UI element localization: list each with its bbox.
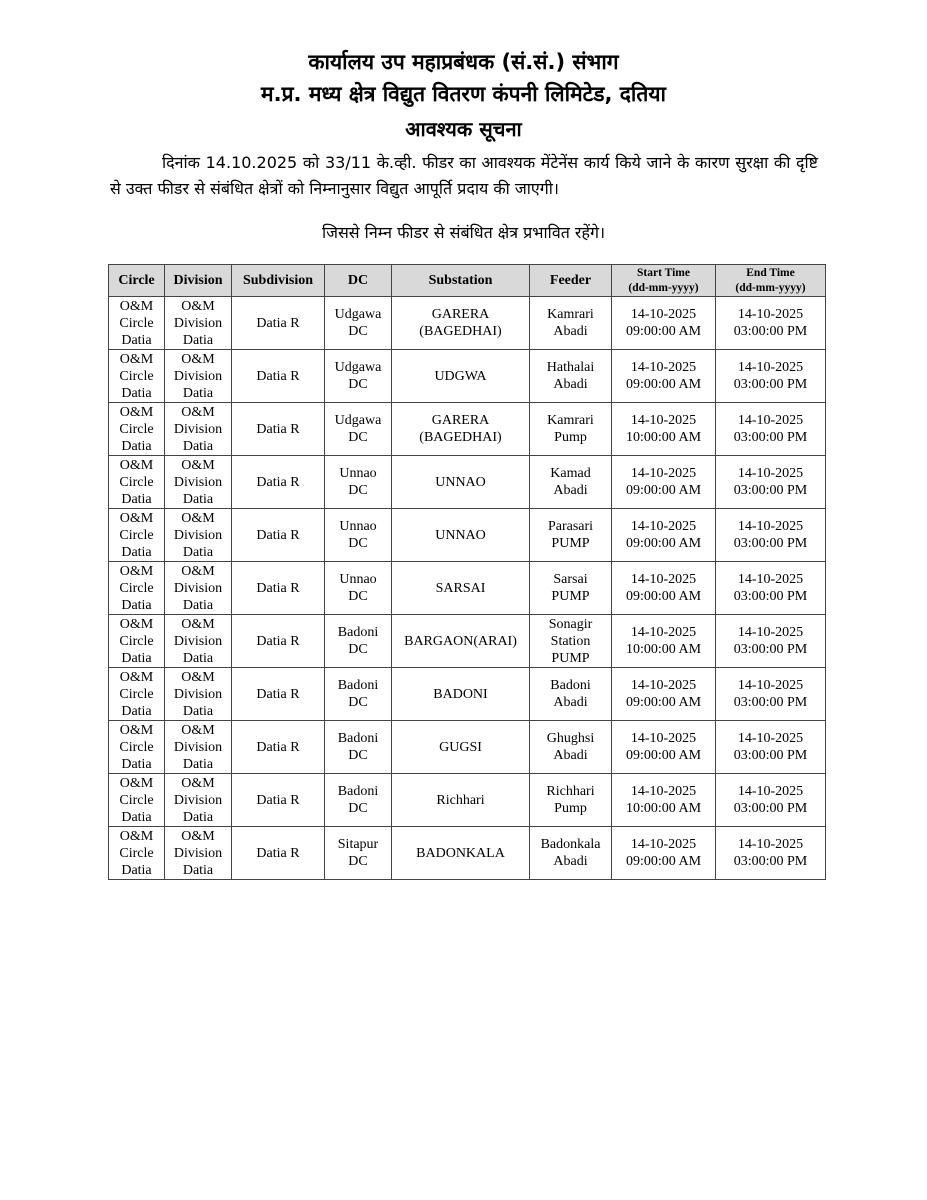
cell-text: Datia	[121, 597, 152, 613]
cell-division	[165, 774, 232, 827]
table-header-row	[109, 265, 826, 297]
affected-areas-line: जिससे निम्न फीडर से संबंधित क्षेत्र प्रभावित रहेंगे।	[321, 223, 606, 242]
column-header-circle: Circle	[109, 265, 165, 297]
notice-paragraph: दिनांक 14.10.2025 को 33/11 के.व्ही. फीडर का आवश्यक मेंटेनेंस कार्य किये जाने के कारण सुरक्षा की दृष्टि से उक्त फीडर से संबंधित क्षेत्रों को निम्नानुसार विद्युत आपूर्ति प्रदाय की जाएगी।	[110, 153, 818, 198]
cell-circle	[109, 668, 165, 721]
cell-substation	[392, 456, 530, 509]
table-row	[109, 827, 826, 880]
cell-text: 03:00:00 PM	[733, 483, 808, 498]
cell-text: DC	[348, 801, 368, 816]
cell-division	[165, 350, 232, 403]
cell-text: SARSAI	[435, 580, 486, 596]
cell-text: 14-10-2025	[630, 784, 697, 799]
cell-text: GARERA	[431, 413, 490, 428]
cell-text: 03:00:00 PM	[733, 536, 808, 551]
cell-text: DC	[348, 695, 368, 710]
cell-circle	[109, 403, 165, 456]
cell-text: Sitapur	[337, 837, 379, 852]
cell-division	[165, 615, 232, 668]
cell-text: BADONKALA	[416, 845, 505, 861]
cell-text: Pump	[554, 801, 587, 816]
end-time-format: (dd-mm-yyyy)	[735, 281, 806, 294]
outage-schedule-table	[108, 264, 826, 880]
cell-end	[716, 562, 826, 615]
cell-text: O&M	[181, 669, 215, 685]
cell-substation	[392, 297, 530, 350]
cell-text: PUMP	[551, 589, 590, 604]
cell-text: Udgawa	[334, 360, 382, 375]
start-time-label: Start Time	[637, 266, 690, 279]
cell-division	[165, 668, 232, 721]
cell-text: Abadi	[553, 854, 588, 869]
cell-subdivision	[232, 562, 325, 615]
cell-subdivision	[232, 668, 325, 721]
cell-text: O&M	[181, 616, 215, 632]
cell-circle	[109, 827, 165, 880]
cell-text: 14-10-2025	[737, 837, 804, 852]
cell-text: O&M	[119, 404, 154, 420]
cell-end	[716, 456, 826, 509]
cell-text: 09:00:00 AM	[625, 589, 702, 604]
cell-text: Circle	[119, 633, 154, 649]
cell-text: Division	[173, 527, 223, 543]
cell-feeder	[530, 350, 612, 403]
cell-text: Datia	[121, 332, 152, 348]
cell-end	[716, 297, 826, 350]
cell-text: Abadi	[553, 377, 588, 392]
cell-text: PUMP	[551, 536, 590, 551]
cell-start	[612, 668, 716, 721]
cell-subdivision	[232, 774, 325, 827]
cell-end	[716, 774, 826, 827]
cell-text: Circle	[119, 527, 154, 543]
cell-substation	[392, 668, 530, 721]
cell-text: Datia	[182, 332, 214, 348]
cell-text: Datia	[121, 862, 152, 878]
cell-text: O&M	[119, 775, 154, 791]
cell-text: O&M	[119, 510, 154, 526]
cell-feeder	[530, 827, 612, 880]
cell-text: O&M	[181, 457, 215, 473]
cell-text: 03:00:00 PM	[733, 801, 808, 816]
cell-circle	[109, 615, 165, 668]
cell-text: O&M	[119, 828, 154, 844]
cell-division	[165, 509, 232, 562]
cell-text: DC	[348, 589, 368, 604]
cell-text: Datia R	[256, 315, 300, 331]
column-header-feeder: Feeder	[530, 265, 612, 297]
cell-end	[716, 615, 826, 668]
cell-text: 03:00:00 PM	[733, 748, 808, 763]
cell-text: Datia	[182, 438, 214, 454]
cell-start	[612, 456, 716, 509]
cell-text: Datia R	[256, 527, 300, 543]
cell-text: Kamrari	[547, 413, 594, 428]
table-row	[109, 297, 826, 350]
cell-text: Datia	[182, 544, 214, 560]
cell-text: GARERA	[431, 307, 490, 322]
cell-circle	[109, 350, 165, 403]
cell-subdivision	[232, 403, 325, 456]
cell-text: Datia	[182, 385, 214, 401]
cell-text: Circle	[119, 845, 154, 861]
cell-feeder	[530, 615, 612, 668]
cell-division	[165, 721, 232, 774]
cell-text: 10:00:00 AM	[625, 801, 702, 816]
cell-text: Datia	[182, 597, 214, 613]
cell-text: O&M	[181, 404, 215, 420]
cell-text: Parasari	[547, 519, 594, 534]
office-title: कार्यालय उप महाप्रबंधक (सं.सं.) संभाग	[308, 50, 619, 74]
cell-text: Datia R	[256, 739, 300, 755]
end-time-label: End Time	[746, 266, 795, 279]
cell-text: 14-10-2025	[737, 466, 804, 481]
cell-text: Division	[173, 474, 223, 490]
table-row	[109, 615, 826, 668]
cell-text: Circle	[119, 792, 154, 808]
cell-substation	[392, 509, 530, 562]
cell-text: Pump	[554, 430, 587, 445]
cell-text: Sarsai	[553, 572, 588, 587]
cell-division	[165, 827, 232, 880]
cell-subdivision	[232, 350, 325, 403]
cell-feeder	[530, 774, 612, 827]
cell-text: Datia	[182, 756, 214, 772]
cell-text: Datia	[121, 756, 152, 772]
cell-text: Sonagir	[548, 616, 593, 632]
cell-text: Division	[173, 792, 223, 808]
cell-text: Datia R	[256, 633, 300, 649]
cell-subdivision	[232, 615, 325, 668]
cell-text: PUMP	[551, 650, 590, 666]
cell-text: Hathalai	[546, 360, 595, 375]
cell-text: Richhari	[436, 792, 485, 808]
cell-text: Division	[173, 739, 223, 755]
cell-text: DC	[348, 324, 368, 339]
cell-text: O&M	[119, 457, 154, 473]
cell-substation	[392, 721, 530, 774]
table-row	[109, 774, 826, 827]
cell-circle	[109, 721, 165, 774]
cell-text: O&M	[181, 510, 215, 526]
cell-text: Kamrari	[547, 307, 594, 322]
cell-text: Badoni	[550, 678, 591, 693]
cell-text: 14-10-2025	[630, 625, 697, 640]
cell-dc	[325, 350, 392, 403]
cell-text: DC	[348, 642, 368, 657]
cell-text: Richhari	[546, 784, 595, 799]
cell-feeder	[530, 562, 612, 615]
cell-text: Datia	[182, 650, 214, 666]
table-row	[109, 721, 826, 774]
cell-text: Abadi	[553, 748, 588, 763]
cell-text: Kamad	[550, 466, 591, 481]
cell-text: DC	[348, 536, 368, 551]
cell-text: Division	[173, 845, 223, 861]
cell-text: Circle	[119, 474, 154, 490]
cell-text: Datia	[121, 544, 152, 560]
cell-text: Unnao	[339, 572, 377, 587]
cell-text: Badoni	[337, 784, 379, 799]
cell-text: Datia	[121, 491, 152, 507]
cell-substation	[392, 562, 530, 615]
column-header-division: Division	[165, 265, 232, 297]
column-header-start-time	[612, 265, 716, 297]
cell-text: 09:00:00 AM	[625, 536, 702, 551]
cell-start	[612, 774, 716, 827]
cell-text: Station	[550, 633, 591, 649]
cell-start	[612, 615, 716, 668]
cell-text: Datia	[121, 385, 152, 401]
cell-text: Division	[173, 633, 223, 649]
cell-text: 14-10-2025	[630, 731, 697, 746]
cell-text: Datia	[121, 650, 152, 666]
company-title: म.प्र. मध्य क्षेत्र विद्युत वितरण कंपनी लिमिटेड, दतिया	[261, 82, 666, 106]
cell-text: Division	[173, 315, 223, 331]
cell-dc	[325, 668, 392, 721]
cell-text: BADONI	[433, 686, 488, 702]
cell-start	[612, 297, 716, 350]
cell-text: O&M	[119, 351, 154, 367]
cell-start	[612, 509, 716, 562]
cell-text: 10:00:00 AM	[625, 430, 702, 445]
cell-circle	[109, 456, 165, 509]
cell-text: Datia R	[256, 421, 300, 437]
cell-text: Badonkala	[540, 837, 601, 852]
cell-feeder	[530, 297, 612, 350]
cell-division	[165, 297, 232, 350]
cell-text: 09:00:00 AM	[625, 695, 702, 710]
cell-text: Circle	[119, 368, 154, 384]
cell-text: Division	[173, 368, 223, 384]
cell-text: O&M	[119, 722, 154, 738]
cell-text: 14-10-2025	[630, 519, 697, 534]
cell-text: Badoni	[337, 731, 379, 746]
cell-text: Abadi	[553, 695, 588, 710]
cell-text: 14-10-2025	[737, 360, 804, 375]
cell-text: (BAGEDHAI)	[419, 430, 502, 445]
cell-text: 09:00:00 AM	[625, 377, 702, 392]
table-row	[109, 509, 826, 562]
cell-text: UNNAO	[435, 527, 486, 543]
cell-feeder	[530, 456, 612, 509]
cell-text: 14-10-2025	[737, 519, 804, 534]
cell-text: 14-10-2025	[737, 678, 804, 693]
cell-text: DC	[348, 377, 368, 392]
cell-text: 14-10-2025	[630, 837, 697, 852]
cell-text: Datia R	[256, 686, 300, 702]
cell-dc	[325, 456, 392, 509]
cell-text: Circle	[119, 315, 154, 331]
cell-text: Datia R	[256, 580, 300, 596]
cell-text: O&M	[181, 722, 215, 738]
cell-text: 14-10-2025	[737, 572, 804, 587]
cell-text: Division	[173, 421, 223, 437]
cell-text: Badoni	[337, 625, 379, 640]
cell-text: 14-10-2025	[737, 625, 804, 640]
cell-text: DC	[348, 748, 368, 763]
cell-text: 09:00:00 AM	[625, 854, 702, 869]
table-row	[109, 403, 826, 456]
cell-text: O&M	[181, 563, 215, 579]
cell-text: O&M	[181, 298, 215, 314]
cell-text: Datia	[182, 491, 214, 507]
cell-text: Datia	[182, 862, 214, 878]
column-header-substation: Substation	[392, 265, 530, 297]
cell-text: Unnao	[339, 519, 377, 534]
cell-start	[612, 827, 716, 880]
cell-text: 14-10-2025	[630, 572, 697, 587]
cell-text: 09:00:00 AM	[625, 324, 702, 339]
cell-end	[716, 721, 826, 774]
cell-dc	[325, 615, 392, 668]
cell-text: 10:00:00 AM	[625, 642, 702, 657]
cell-division	[165, 456, 232, 509]
cell-circle	[109, 509, 165, 562]
table-row	[109, 668, 826, 721]
cell-text: 03:00:00 PM	[733, 324, 808, 339]
column-header-end-time	[716, 265, 826, 297]
cell-end	[716, 350, 826, 403]
cell-feeder	[530, 403, 612, 456]
cell-text: 03:00:00 PM	[733, 377, 808, 392]
cell-text: Circle	[119, 421, 154, 437]
cell-text: Datia R	[256, 368, 300, 384]
cell-start	[612, 562, 716, 615]
cell-text: 14-10-2025	[630, 413, 697, 428]
cell-text: Division	[173, 580, 223, 596]
cell-text: Datia R	[256, 792, 300, 808]
cell-text: 09:00:00 AM	[625, 748, 702, 763]
table-row	[109, 350, 826, 403]
cell-text: Datia	[121, 703, 152, 719]
cell-text: Abadi	[553, 483, 588, 498]
cell-text: Badoni	[337, 678, 379, 693]
cell-text: 14-10-2025	[737, 413, 804, 428]
cell-end	[716, 403, 826, 456]
cell-text: Division	[173, 686, 223, 702]
cell-text: 14-10-2025	[630, 466, 697, 481]
cell-text: 14-10-2025	[737, 784, 804, 799]
cell-division	[165, 562, 232, 615]
cell-dc	[325, 509, 392, 562]
cell-feeder	[530, 721, 612, 774]
cell-dc	[325, 403, 392, 456]
cell-start	[612, 350, 716, 403]
cell-text: Unnao	[339, 466, 377, 481]
cell-subdivision	[232, 721, 325, 774]
cell-text: Udgawa	[334, 413, 382, 428]
column-header-dc: DC	[325, 265, 392, 297]
cell-text: 14-10-2025	[737, 307, 804, 322]
cell-circle	[109, 562, 165, 615]
cell-text: GUGSI	[439, 739, 482, 755]
cell-dc	[325, 774, 392, 827]
cell-end	[716, 509, 826, 562]
cell-text: Circle	[119, 686, 154, 702]
cell-text: 03:00:00 PM	[733, 430, 808, 445]
cell-text: 14-10-2025	[737, 731, 804, 746]
cell-dc	[325, 827, 392, 880]
cell-text: 09:00:00 AM	[625, 483, 702, 498]
cell-start	[612, 403, 716, 456]
table-row	[109, 562, 826, 615]
cell-text: O&M	[119, 669, 154, 685]
cell-text: (BAGEDHAI)	[419, 324, 502, 339]
cell-text: Datia	[121, 809, 152, 825]
cell-text: UNNAO	[435, 474, 486, 490]
cell-text: O&M	[119, 563, 154, 579]
cell-substation	[392, 827, 530, 880]
cell-feeder	[530, 509, 612, 562]
cell-text: Datia	[182, 809, 214, 825]
cell-substation	[392, 774, 530, 827]
cell-text: O&M	[119, 298, 154, 314]
cell-text: DC	[348, 854, 368, 869]
cell-text: 03:00:00 PM	[733, 695, 808, 710]
cell-start	[612, 721, 716, 774]
cell-text: 03:00:00 PM	[733, 854, 808, 869]
cell-subdivision	[232, 509, 325, 562]
cell-text: DC	[348, 483, 368, 498]
cell-text: DC	[348, 430, 368, 445]
column-header-subdivision: Subdivision	[232, 265, 325, 297]
cell-substation	[392, 350, 530, 403]
cell-text: 03:00:00 PM	[733, 589, 808, 604]
notice-title: आवश्यक सूचना	[405, 117, 522, 141]
cell-text: 14-10-2025	[630, 360, 697, 375]
cell-circle	[109, 297, 165, 350]
cell-text: Ghughsi	[546, 731, 595, 746]
cell-subdivision	[232, 827, 325, 880]
cell-text: 14-10-2025	[630, 678, 697, 693]
cell-text: O&M	[119, 616, 154, 632]
cell-text: Datia R	[256, 474, 300, 490]
cell-feeder	[530, 668, 612, 721]
cell-text: BARGAON(ARAI)	[404, 633, 517, 649]
cell-subdivision	[232, 297, 325, 350]
table-body	[109, 297, 826, 880]
start-time-format: (dd-mm-yyyy)	[628, 281, 699, 294]
cell-substation	[392, 403, 530, 456]
cell-text: 03:00:00 PM	[733, 642, 808, 657]
cell-text: O&M	[181, 351, 215, 367]
cell-text: O&M	[181, 775, 215, 791]
cell-division	[165, 403, 232, 456]
cell-text: 14-10-2025	[630, 307, 697, 322]
cell-text: UDGWA	[434, 368, 487, 384]
cell-text: Datia	[182, 703, 214, 719]
cell-circle	[109, 774, 165, 827]
cell-end	[716, 827, 826, 880]
cell-text: Udgawa	[334, 307, 382, 322]
cell-substation	[392, 615, 530, 668]
cell-text: Datia	[121, 438, 152, 454]
cell-text: Abadi	[553, 324, 588, 339]
cell-end	[716, 668, 826, 721]
cell-dc	[325, 562, 392, 615]
cell-subdivision	[232, 456, 325, 509]
cell-text: Circle	[119, 739, 154, 755]
table-row	[109, 456, 826, 509]
cell-dc	[325, 297, 392, 350]
cell-text: Circle	[119, 580, 154, 596]
cell-text: Datia R	[256, 845, 300, 861]
cell-dc	[325, 721, 392, 774]
cell-text: O&M	[181, 828, 215, 844]
